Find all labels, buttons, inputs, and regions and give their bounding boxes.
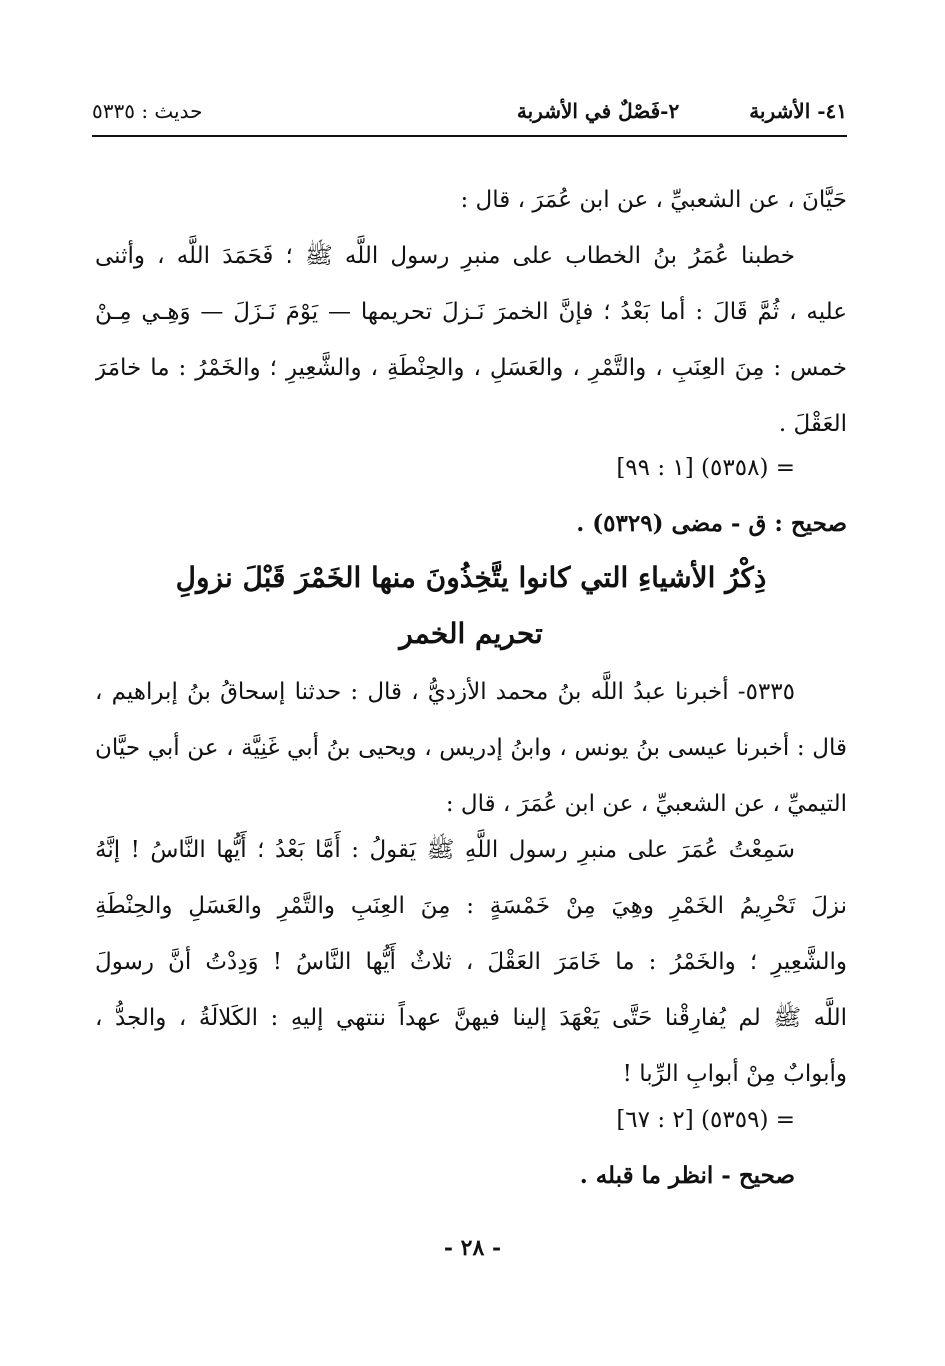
text-line: خطبنا عُمَرُ بنُ الخطاب على منبرِ رسول اللَّه ﷺ ؛ فَحَمَدَ اللَّه ، وأثنى [95,243,795,269]
header-rule [92,135,847,137]
reference-line: = (٥٣٥٨) [١ : ٩٩] [616,455,795,481]
grading-note [95,496,847,552]
text-line: ٥٣٣٥- أخبرنا عبدُ اللَّه بنُ محمد الأزديُّ ، قال : حدثنا إسحاقُ بنُ إبراهيم ، [95,679,795,705]
text-line: اللَّه ﷺ لم يُفارِقْنا حَتَّى يَعْهَدَ إلينا فيهنَّ عهداً ننتهي إليهِ : الكَلالَةُ ، والجدُّ ، [95,1005,847,1031]
text-line: حَيَّانَ ، عن الشعبيِّ ، عن ابن عُمَرَ ، قال : [460,187,847,213]
text-line: سَمِعْتُ عُمَرَ على منبرِ رسول اللَّهِ ﷺ يَقولُ : أَمَّا بَعْدُ ؛ أَيُّها النَّاسُ ! إنَّهُ [95,837,795,863]
text-line: خمس : مِنَ العِنَبِ ، والتَّمْرِ ، والعَسَلِ ، والحِنْطَةِ ، والشَّعِيرِ ؛ والخَمْرُ : ما خامَرَ [95,355,847,381]
text-line: والشَّعِيرِ ؛ والخَمْرُ : ما خَامَرَ العَقْلَ ، ثلاثٌ أَيُّها النَّاسُ ! وَدِدْتُ أنَّ رسولَ [95,949,847,975]
isnad-paragraph [95,664,847,832]
running-header [92,92,847,130]
page-number: - ٢٨ - [443,1235,502,1261]
header-titles [517,99,847,123]
grading-note-2 [95,1148,847,1204]
text-line: نزلَ تَحْرِيمُ الخَمْرِ وهِيَ مِنْ خَمْسَةٍ : مِنَ العِنَبِ والتَّمْرِ والعَسَلِ والحِنْطَةِ [95,893,847,919]
text-line: التيميِّ ، عن الشعبيِّ ، عن ابن عُمَرَ ، قال : [445,791,847,817]
chapter-heading: ذِكْرُ الأشياءِ التي كانوا يتَّخِذُونَ منها الخَمْرَ قَبْلَ نزولِ [175,561,767,594]
text-line: العَقْلَ . [778,411,847,437]
matn-paragraph [95,822,847,1102]
reference-line: = (٥٣٥٩) [٢ : ٦٧] [616,1107,795,1133]
hadith-reference: حديث : ٥٣٣٥ [92,99,203,123]
grade-line: صحيح : ق - مضى (٥٣٢٩) . [576,510,847,537]
grade-line: صحيح - انظر ما قبله . [579,1162,795,1189]
chapter-heading-line2: تحريم الخمر [399,617,543,650]
section-title: ٢-فَصْلٌ في الأشربة [516,99,680,123]
text-line: وأبوابٌ مِنْ أبوابِ الرِّبا ! [622,1061,847,1087]
text-line: قال : أخبرنا عيسى بنُ يونس ، وابنُ إدريس ، ويحيى بنُ أبي غَنِيَّة ، عن أبي حيَّان [95,735,847,761]
cross-reference-2 [95,1092,847,1148]
paragraph-continuation [95,172,847,452]
chapter-title: ٤١- الأشربة [749,99,847,123]
cross-reference [95,440,847,496]
text-line: عليه ، ثُمَّ قَالَ : أما بَعْدُ ؛ فإنَّ الخمرَ نَـزلَ تحريمها — يَوْمَ نَـزَلَ — وَهِـي مِـنْ [95,299,847,325]
